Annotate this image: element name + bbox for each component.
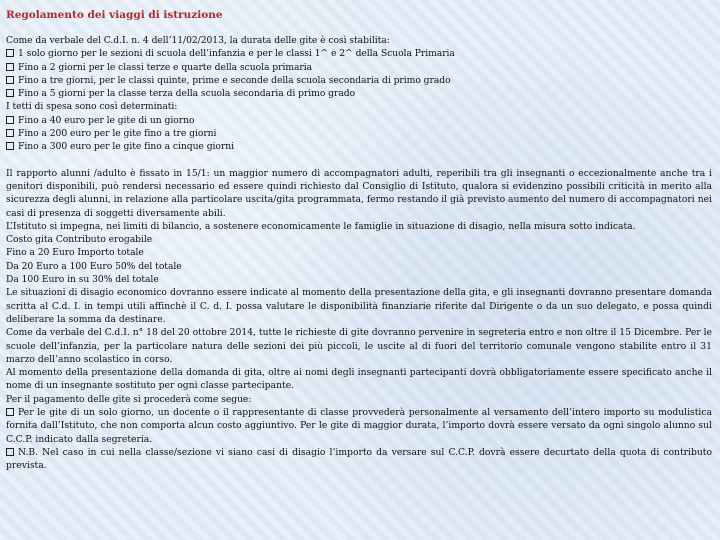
checkbox-bullet-icon (6, 49, 14, 57)
contribution-table-header: Costo gita Contributo erogabile (6, 234, 153, 246)
intro-text: Come da verbale del C.d.I. n. 4 dell’11/02/2013, la durata delle gite è così stabilita: (6, 35, 390, 46)
ratio-paragraph: Il rapporto alunni /adulto è fissato in 15/1: un maggior numero di accompagnatori adulti, reperibili tra gli insegnanti o eccezionalmente anche tra i genitori disponibili, può rendersi necessario ed essere quindi richiesto dal Consiglio di Istituto, qualora si evidenzino possibili criticità in merito alla sicurezza degli alunni, in relazione alla particolare uscita/gita programmata, fermo restando il già previsto aumento del numero di accompagnatori nei casi di presenza di soggetti diversamente abili. (6, 167, 712, 219)
commitment-paragraph: L’Istituto si impegna, nei limiti di bilancio, a sostenere economicamente le famiglie in situazione di disagio, nella misura sotto indicata. (6, 220, 636, 232)
contribution-row: Da 20 Euro a 100 Euro 50% del totale (6, 260, 182, 272)
payment-item: N.B. Nel caso in cui nella classe/sezione vi siano casi di disagio l’importo da versare sul C.C.P. dovrà essere decurtato della quota di contributo prevista. (6, 446, 712, 472)
checkbox-bullet-icon (6, 63, 14, 71)
payment-intro: Per il pagamento delle gite si procederà come segue: (6, 393, 252, 405)
duration-item: Fino a 2 giorni per le classi terze e quarte della scuola primaria (6, 61, 712, 74)
presentation-paragraph: Al momento della presentazione della domanda di gita, oltre ai nomi degli insegnanti partecipanti dovrà obbligatoriamente essere specificato anche il nome di un insegnante sostituto per ogni classe partecipante. (6, 367, 712, 392)
contribution-row: Fino a 20 Euro Importo totale (6, 247, 144, 259)
checkbox-bullet-icon (6, 448, 14, 456)
document-page (6, 8, 712, 473)
spending-item: Fino a 300 euro per le gite fino a cinque giorni (6, 140, 712, 153)
spending-item: Fino a 40 euro per le gite di un giorno (6, 114, 712, 127)
duration-item: Fino a 5 giorni per la classe terza della scuola secondaria di primo grado (6, 87, 712, 100)
page-title: Regolamento dei viaggi di istruzione (6, 9, 223, 21)
hardship-paragraph: Le situazioni di disagio economico dovranno essere indicate al momento della presentazione della gita, e gli insegnanti dovranno presentare domanda scritta al C.d. I. in tempi utili affinchè il C. d. I. possa valutare le disponibilità finanziarie riferite dal Dirigente o da un suo delegato, e possa quindi deliberare la somma da destinare. (6, 287, 712, 325)
checkbox-bullet-icon (6, 408, 14, 416)
contribution-row: Da 100 Euro in su 30% del totale (6, 274, 159, 286)
duration-item: 1 solo giorno per le sezioni di scuola dell’infanzia e per le classi 1^ e 2^ della Scuola Primaria (6, 47, 712, 60)
checkbox-bullet-icon (6, 76, 14, 84)
checkbox-bullet-icon (6, 116, 14, 124)
checkbox-bullet-icon (6, 89, 14, 97)
payment-item: Per le gite di un solo giorno, un docente o il rappresentante di classe provvederà personalmente al versamento dell’intero importo su modulistica fornita dall’Istituto, che non comporta alcun costo aggiuntivo. Per le gite di maggior durata, l’importo dovrà essere versato da ogni singolo alunno sul C.C.P. indicato dalla segreteria. (6, 407, 712, 445)
deadline-paragraph: Come da verbale del C.d.I. n° 18 del 20 ottobre 2014, tutte le richieste di gite dovranno pervenire in segreteria entro e non oltre il 15 Dicembre. Per le scuole dell’infanzia, per la particolare natura delle sezioni dei più piccoli, le uscite al di fuori del territorio comunale vengono stabilite entro il 31 marzo dell’anno scolastico in corso. (6, 327, 712, 365)
spending-item: Fino a 200 euro per le gite fino a tre giorni (6, 127, 712, 140)
checkbox-bullet-icon (6, 129, 14, 137)
spending-intro: I tetti di spesa sono così determinati: (6, 101, 178, 113)
duration-item: Fino a tre giorni, per le classi quinte, prime e seconde della scuola secondaria di primo grado (6, 74, 712, 87)
checkbox-bullet-icon (6, 142, 14, 150)
